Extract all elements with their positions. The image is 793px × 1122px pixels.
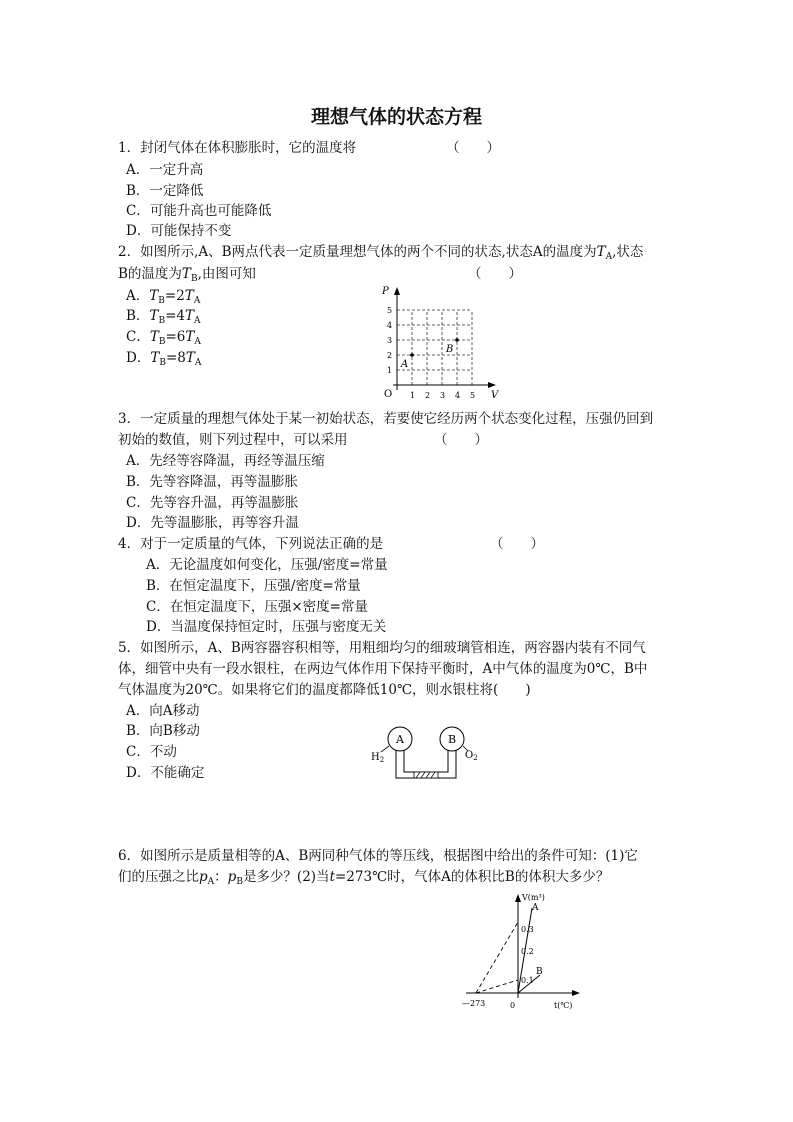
containers-figure: [368, 722, 488, 782]
point-a-label: A: [401, 359, 409, 370]
t-axis-label: t(℃): [554, 1001, 573, 1010]
point-b: [455, 338, 459, 342]
q3-option-b: B．先等容降温，再等温膨胀: [126, 474, 298, 490]
p-tick-2: 2: [387, 351, 393, 360]
q4-option-a: A．无论温度如何变化，压强/密度=常量: [146, 557, 388, 573]
q5-stem-line1: 5．如图所示，A、B两容器容积相等，用粗细均匀的细玻璃管相连，两容器内装有不同气: [118, 640, 646, 656]
q1-option-d: D．可能保持不变: [126, 223, 232, 239]
vt-graph: [458, 890, 598, 1014]
q2-option-a: A．$T_B=2T_A$: [126, 288, 201, 306]
o2-label: $O_2$: [465, 750, 478, 762]
point-b-label: B: [446, 344, 454, 355]
q6-stem-line2: 们的压强之比$p_A$：$p_B$是多少？(2)当t=273℃时，气体A的体积比B的体积大多少？: [118, 869, 610, 887]
q1-option-a: A．一定升高: [126, 162, 204, 178]
p-axis-arrow: [394, 287, 400, 295]
p-tick-5: 5: [387, 306, 393, 315]
p-tick-labels: [387, 306, 392, 375]
q3-answer-blank: （ ）: [434, 432, 488, 448]
h2-label: $H_2$: [371, 752, 385, 764]
v-tick-5: 5: [470, 391, 476, 400]
p-tick-3: 3: [387, 336, 393, 345]
q5-option-d: D．不能确定: [126, 765, 205, 781]
v-axis-arrow: [488, 382, 496, 388]
tube-inner: [404, 750, 448, 772]
container-a-label: A: [396, 733, 404, 746]
q2-option-c: C．$T_B=6T_A$: [126, 329, 201, 347]
line-a-label: A: [532, 903, 539, 913]
q3-stem-line1: 3．一定质量的理想气体处于某一初始状态，若要使它经历两个状态变化过程，压强仍回到: [118, 411, 654, 427]
v-tick-3: 3: [440, 391, 446, 400]
line-b-label: B: [536, 967, 543, 977]
vt-origin-label: 0: [510, 1001, 516, 1010]
q5-stem-line3: 气体温度为20℃。如果将它们的温度都降低10℃，则水银柱将( ): [118, 682, 531, 698]
q2-option-b: B．$T_B=4T_A$: [126, 308, 201, 326]
q4-option-d: D．当温度保持恒定时，压强与密度无关: [146, 619, 387, 635]
page-title: 理想气体的状态方程: [310, 106, 482, 128]
pv-grid: [397, 310, 472, 385]
h2-pointer: [381, 746, 389, 752]
q5-option-c: C．不动: [126, 744, 177, 760]
q2-option-d: D．$T_B=8T_A$: [126, 350, 202, 368]
q4-option-c: C．在恒定温度下，压强×密度=常量: [146, 599, 368, 615]
container-b-label: B: [448, 733, 457, 746]
q3-stem-line2: 初始的数值，则下列过程中，可以采用: [118, 432, 348, 448]
mercury-column: [414, 772, 438, 778]
v-tick-labels: [410, 391, 475, 400]
q3-option-d: D．先等温膨胀，再等容升温: [126, 515, 299, 531]
p-axis-label: P: [382, 286, 389, 297]
q2-stem-line2: B的温度为$T_B$,由图可知: [118, 266, 256, 284]
q5-answer-blank: ): [498, 682, 531, 698]
v-tick-0-3: 0.3: [521, 925, 534, 934]
p-tick-1: 1: [387, 366, 393, 375]
origin-label: O: [384, 389, 393, 400]
t-axis-arrow: [572, 990, 580, 996]
v-tick-0-2: 0.2: [521, 947, 534, 956]
t-intercept-label: —273: [462, 999, 486, 1008]
v-tick-1: 1: [410, 391, 416, 400]
v-tick-2: 2: [425, 391, 431, 400]
q1-stem: 1．封闭气体在体积膨胀时，它的温度将: [118, 140, 357, 156]
q1-option-b: B．一定降低: [126, 183, 204, 199]
q3-option-a: A．先经等容降温，再经等温压缩: [126, 453, 325, 469]
q4-option-b: B．在恒定温度下，压强/密度=常量: [146, 578, 361, 594]
q5-stem-line2: 体，细管中央有一段水银柱，在两边气体作用下保持平衡时，A中气体的温度为0℃，B中: [118, 661, 648, 677]
q2-stem-line1: 2．如图所示,A、B两点代表一定质量理想气体的两个不同的状态,状态A的温度为$T_A$,状态: [118, 244, 644, 262]
q1-option-c: C．可能升高也可能降低: [126, 203, 272, 219]
q3-option-c: C．先等容升温，再等温膨胀: [126, 495, 299, 511]
pv-graph: [360, 282, 510, 404]
p-tick-4: 4: [387, 321, 393, 330]
line-b-extension: [476, 980, 518, 993]
q5-option-b: B．向B移动: [126, 723, 200, 739]
q4-answer-blank: （ ）: [490, 536, 544, 552]
q2-answer-blank: （ ）: [468, 266, 522, 282]
q6-stem-line1: 6．如图所示是质量相等的A、B两同种气体的等压线，根据图中给出的条件可知：(1)它: [118, 848, 638, 864]
q5-option-a: A．向A移动: [126, 703, 200, 719]
v-axis-arrow: [515, 894, 521, 902]
v-tick-4: 4: [455, 391, 461, 400]
v-axis-label: V: [491, 390, 499, 401]
q4-stem: 4．对于一定质量的气体，下列说法正确的是: [118, 536, 384, 552]
v-tick-0-1: 0.1: [521, 976, 534, 985]
q1-answer-blank: （ ）: [446, 140, 500, 156]
v-axis-label: V(m³): [522, 893, 545, 902]
point-a: [410, 353, 414, 357]
